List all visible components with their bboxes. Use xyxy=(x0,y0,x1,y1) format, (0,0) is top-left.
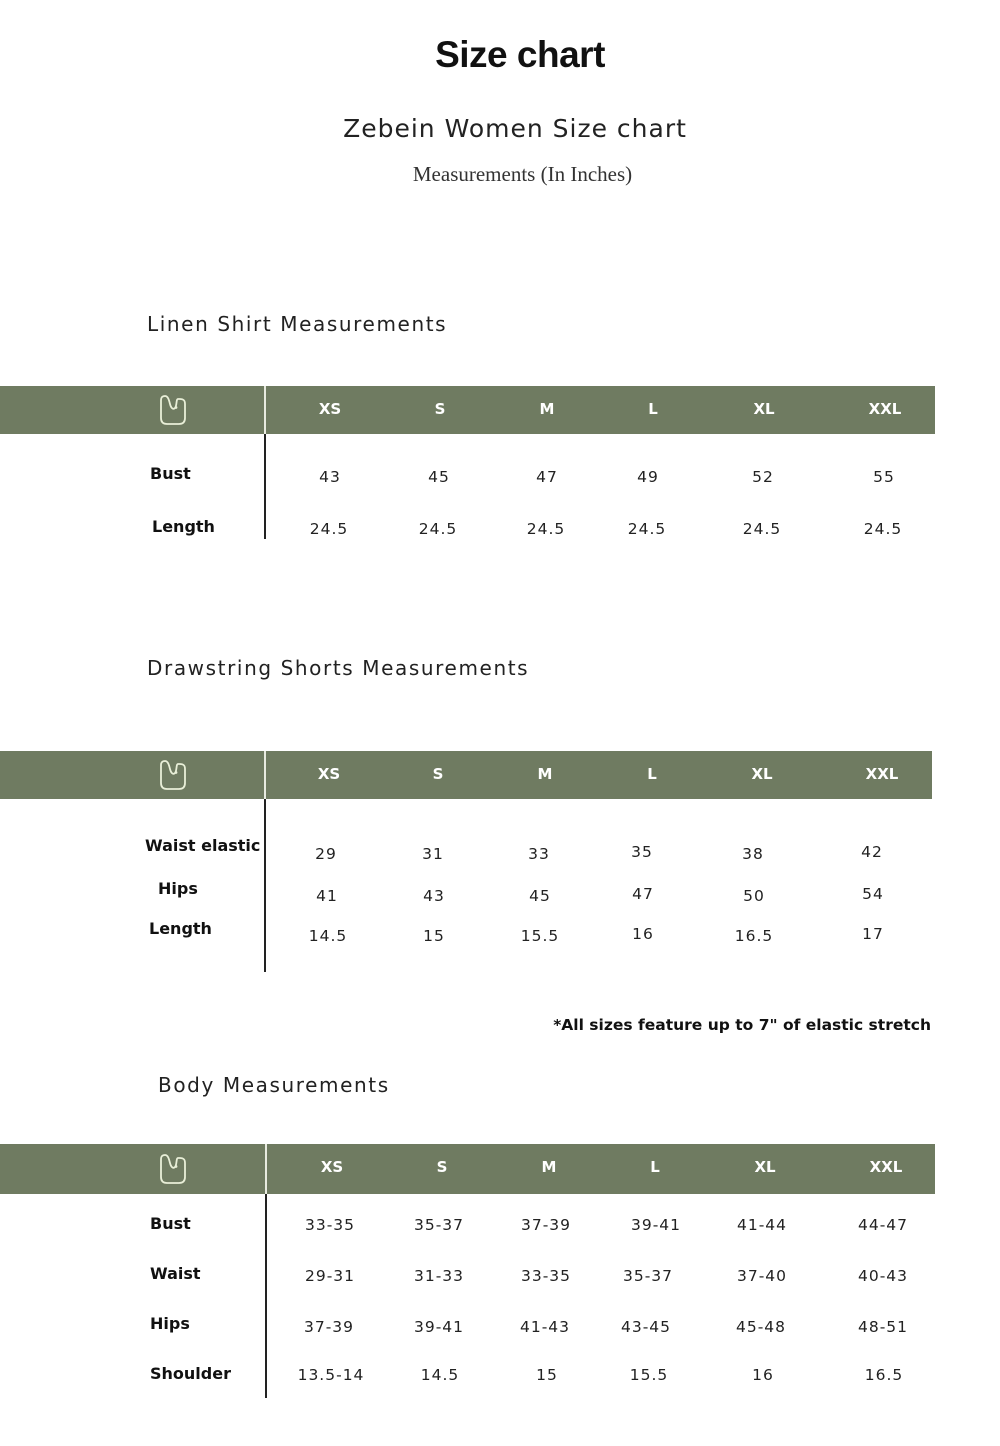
linen-shirt-header-row xyxy=(0,386,935,434)
size-xs: XS xyxy=(318,400,342,418)
cell: 24.5 xyxy=(418,520,458,538)
cell: 15 xyxy=(536,1366,558,1384)
header-divider xyxy=(264,386,266,434)
cell: 14.5 xyxy=(420,1366,460,1384)
cell: 41-43 xyxy=(519,1318,571,1336)
elastic-stretch-note: *All sizes feature up to 7" of elastic stretch xyxy=(553,1016,931,1034)
size-s: S xyxy=(436,1158,448,1176)
cell: 35-37 xyxy=(622,1267,674,1285)
cell: 13.5-14 xyxy=(297,1366,365,1384)
cell: 43-45 xyxy=(620,1318,672,1336)
cell: 17 xyxy=(862,925,884,943)
row-label: Bust xyxy=(150,464,191,483)
cell: 52 xyxy=(752,468,774,486)
column-divider xyxy=(264,434,266,539)
cell: 16 xyxy=(632,925,654,943)
section-title-body: Body Measurements xyxy=(158,1073,390,1097)
cell: 41 xyxy=(316,887,338,905)
cell: 40-43 xyxy=(857,1267,909,1285)
cell: 16.5 xyxy=(864,1366,904,1384)
cell: 15 xyxy=(423,927,445,945)
cell: 37-39 xyxy=(520,1216,572,1234)
cell: 55 xyxy=(873,468,895,486)
size-xxl: XXL xyxy=(865,765,899,783)
cell: 37-39 xyxy=(303,1318,355,1336)
cell: 33-35 xyxy=(520,1267,572,1285)
measuring-tape-icon xyxy=(159,1153,187,1185)
cell: 41-44 xyxy=(736,1216,788,1234)
row-label: Hips xyxy=(150,1314,190,1333)
size-xl: XL xyxy=(753,400,775,418)
size-l: L xyxy=(647,765,657,783)
size-xs: XS xyxy=(320,1158,344,1176)
row-label: Length xyxy=(149,919,212,938)
row-label: Shoulder xyxy=(150,1364,231,1383)
column-divider xyxy=(265,1194,267,1398)
size-m: M xyxy=(541,1158,557,1176)
cell: 24.5 xyxy=(526,520,566,538)
section-title-linen-shirt: Linen Shirt Measurements xyxy=(147,312,448,336)
cell: 16.5 xyxy=(734,927,774,945)
cell: 15.5 xyxy=(520,927,560,945)
cell: 47 xyxy=(632,885,654,903)
size-l: L xyxy=(648,400,658,418)
cell: 31-33 xyxy=(413,1267,465,1285)
size-xl: XL xyxy=(751,765,773,783)
size-l: L xyxy=(650,1158,660,1176)
cell: 39-41 xyxy=(413,1318,465,1336)
page-title: Size chart xyxy=(435,34,605,75)
cell: 16 xyxy=(752,1366,774,1384)
cell: 35 xyxy=(631,843,653,861)
cell: 48-51 xyxy=(857,1318,909,1336)
cell: 24.5 xyxy=(863,520,903,538)
cell: 14.5 xyxy=(308,927,348,945)
size-xl: XL xyxy=(754,1158,776,1176)
cell: 44-47 xyxy=(857,1216,909,1234)
size-xs: XS xyxy=(317,765,341,783)
cell: 29 xyxy=(315,845,337,863)
cell: 50 xyxy=(743,887,765,905)
section-title-drawstring-shorts: Drawstring Shorts Measurements xyxy=(147,656,530,680)
column-divider xyxy=(264,799,266,972)
cell: 39-41 xyxy=(630,1216,682,1234)
cell: 54 xyxy=(862,885,884,903)
cell: 24.5 xyxy=(742,520,782,538)
cell: 42 xyxy=(861,843,883,861)
cell: 45-48 xyxy=(735,1318,787,1336)
units-caption: Measurements (In Inches) xyxy=(412,162,633,186)
cell: 33-35 xyxy=(304,1216,356,1234)
cell: 47 xyxy=(536,468,558,486)
measuring-tape-icon xyxy=(159,394,187,426)
cell: 24.5 xyxy=(309,520,349,538)
cell: 31 xyxy=(422,845,444,863)
cell: 38 xyxy=(742,845,764,863)
cell: 24.5 xyxy=(627,520,667,538)
cell: 43 xyxy=(423,887,445,905)
header-divider xyxy=(264,751,266,799)
cell: 43 xyxy=(319,468,341,486)
shorts-header-row xyxy=(0,751,932,799)
body-header-row xyxy=(0,1144,935,1194)
cell: 33 xyxy=(528,845,550,863)
chart-subtitle: Zebein Women Size chart xyxy=(343,114,687,143)
cell: 45 xyxy=(529,887,551,905)
row-label: Hips xyxy=(158,879,198,898)
size-m: M xyxy=(539,400,555,418)
cell: 35-37 xyxy=(413,1216,465,1234)
cell: 37-40 xyxy=(736,1267,788,1285)
size-s: S xyxy=(432,765,444,783)
row-label: Waist xyxy=(150,1264,201,1283)
row-label: Bust xyxy=(150,1214,191,1233)
header-divider xyxy=(265,1144,267,1194)
row-label: Length xyxy=(152,517,215,536)
measuring-tape-icon xyxy=(159,759,187,791)
cell: 29-31 xyxy=(304,1267,356,1285)
row-label: Waist elastic xyxy=(145,836,261,855)
cell: 15.5 xyxy=(629,1366,669,1384)
cell: 45 xyxy=(428,468,450,486)
size-m: M xyxy=(537,765,553,783)
size-xxl: XXL xyxy=(868,400,902,418)
cell: 49 xyxy=(637,468,659,486)
size-xxl: XXL xyxy=(869,1158,903,1176)
size-s: S xyxy=(434,400,446,418)
